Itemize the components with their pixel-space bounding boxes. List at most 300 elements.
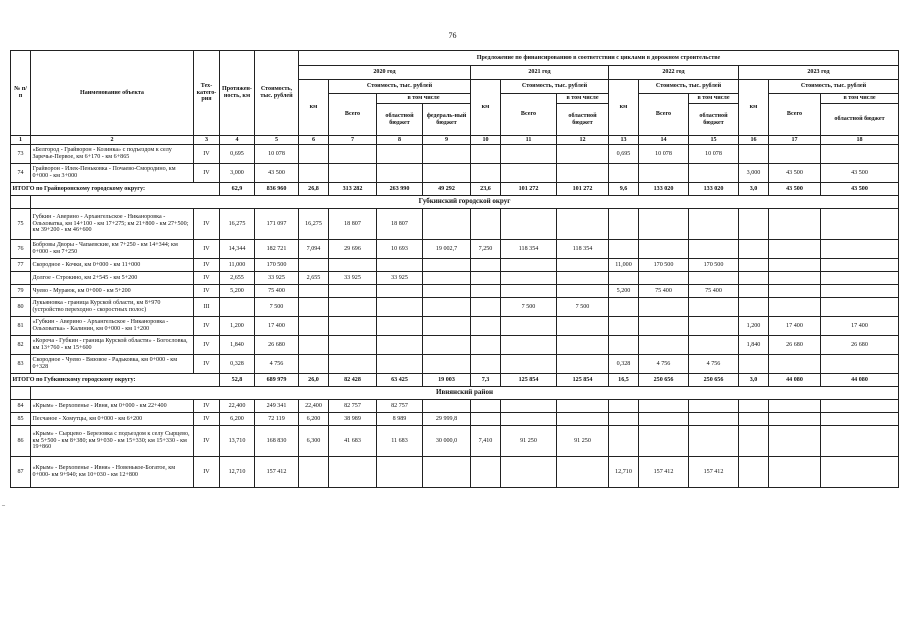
financing-value: [639, 336, 689, 355]
financing-value: [299, 457, 329, 488]
financing-value: [689, 336, 739, 355]
row-number: 85: [11, 413, 31, 426]
financing-value: [377, 355, 423, 374]
financing-value: 157 412: [689, 457, 739, 488]
tech-category: IV: [194, 164, 220, 183]
column-index: 6: [299, 136, 329, 145]
financing-value: [329, 298, 377, 317]
financing-value: [639, 413, 689, 426]
object-name: Скородное - Кочки, км 0+000 - км 11+000: [31, 259, 194, 272]
financing-value: [501, 209, 557, 240]
total-cost: 689 979: [255, 374, 299, 387]
region-spacer: [11, 387, 31, 400]
financing-value: [377, 259, 423, 272]
financing-value: [471, 413, 501, 426]
header-cost-2020: Стоимость, тыс. рублей: [329, 80, 471, 94]
financing-value: [609, 336, 639, 355]
length-km: 5,200: [220, 285, 255, 298]
length-km: 13,710: [220, 426, 255, 457]
financing-value: [423, 164, 471, 183]
table-row: [11, 457, 899, 488]
financing-value: 118 354: [557, 240, 609, 259]
financing-value: 17 400: [769, 317, 821, 336]
column-index: 11: [501, 136, 557, 145]
length-km: 11,000: [220, 259, 255, 272]
financing-value: [821, 457, 899, 488]
table-row: [11, 285, 899, 298]
financing-value: [689, 209, 739, 240]
financing-value: [471, 164, 501, 183]
tech-category: IV: [194, 145, 220, 164]
object-name: «Губкин - Аверино - Архангельское - Никаноровка - Ольховатка» - Калинин, км 0+000 - км 1+200: [31, 317, 194, 336]
financing-value: 12,710: [609, 457, 639, 488]
cost-value: 26 680: [255, 336, 299, 355]
tech-category: IV: [194, 336, 220, 355]
financing-value: 3,000: [739, 164, 769, 183]
financing-value: [689, 298, 739, 317]
financing-value: [821, 413, 899, 426]
financing-value: 43 500: [769, 164, 821, 183]
total-value: 101 272: [557, 183, 609, 196]
header-name: Наименование объекта: [31, 51, 194, 136]
financing-value: [557, 413, 609, 426]
financing-value: 43 500: [821, 164, 899, 183]
financing-value: [299, 145, 329, 164]
financing-value: [377, 285, 423, 298]
cost-value: 72 119: [255, 413, 299, 426]
financing-value: [377, 457, 423, 488]
financing-value: [609, 298, 639, 317]
financing-value: [471, 336, 501, 355]
total-value: 49 292: [423, 183, 471, 196]
table-row: [11, 355, 899, 374]
length-km: 6,200: [220, 413, 255, 426]
financing-value: [639, 209, 689, 240]
financing-value: 6,200: [299, 413, 329, 426]
financing-value: 18 807: [377, 209, 423, 240]
financing-value: 30 000,0: [423, 426, 471, 457]
column-index: 10: [471, 136, 501, 145]
financing-value: [689, 240, 739, 259]
row-number: 79: [11, 285, 31, 298]
financing-value: 1,200: [739, 317, 769, 336]
object-name: «Крым» - Верхопенье - Ивня, км 0+000 - км 22+400: [31, 400, 194, 413]
header-year-2021: 2021 год: [471, 66, 609, 80]
financing-value: [689, 413, 739, 426]
financing-value: [501, 164, 557, 183]
financing-value: [689, 400, 739, 413]
financing-value: 157 412: [639, 457, 689, 488]
financing-value: 38 989: [329, 413, 377, 426]
header-total-2021: Всего: [501, 94, 557, 136]
length-km: 16,275: [220, 209, 255, 240]
table-row: [11, 259, 899, 272]
cost-value: 182 721: [255, 240, 299, 259]
financing-value: [471, 355, 501, 374]
total-value: 19 003: [423, 374, 471, 387]
financing-value: [639, 426, 689, 457]
financing-value: [821, 209, 899, 240]
total-length: 52,8: [220, 374, 255, 387]
cost-value: 4 756: [255, 355, 299, 374]
financing-value: [557, 272, 609, 285]
financing-value: [821, 240, 899, 259]
financing-value: 11 683: [377, 426, 423, 457]
object-name: «Короча - Губкин - граница Курской области» - Богословка, км 13+760 - км 15+600: [31, 336, 194, 355]
financing-value: [609, 413, 639, 426]
total-label: ИТОГО по Губкинскому городскому округу:: [11, 374, 220, 387]
financing-value: 75 400: [639, 285, 689, 298]
financing-value: [329, 317, 377, 336]
header-year-2022: 2022 год: [609, 66, 739, 80]
header-km-2023: км: [739, 80, 769, 136]
total-value: 125 854: [501, 374, 557, 387]
financing-value: 4 756: [689, 355, 739, 374]
tech-category: IV: [194, 209, 220, 240]
tech-category: III: [194, 298, 220, 317]
financing-value: 7 500: [501, 298, 557, 317]
column-index: 16: [739, 136, 769, 145]
financing-value: [557, 145, 609, 164]
financing-value: 29 999,8: [423, 413, 471, 426]
financing-value: 91 250: [501, 426, 557, 457]
column-index: 8: [377, 136, 423, 145]
financing-value: [501, 457, 557, 488]
cost-value: 75 400: [255, 285, 299, 298]
total-value: 125 854: [557, 374, 609, 387]
header-incl-2020: в том числе: [377, 94, 471, 104]
financing-value: 6,300: [299, 426, 329, 457]
row-number: 77: [11, 259, 31, 272]
region-title: Губкинский городской округ: [31, 196, 899, 209]
financing-value: [299, 259, 329, 272]
financing-value: [471, 259, 501, 272]
financing-value: 7,094: [299, 240, 329, 259]
financing-value: [329, 164, 377, 183]
financing-value: [329, 259, 377, 272]
column-index: 13: [609, 136, 639, 145]
object-name: Бобровы Дворы - Чапаевские, км 7+250 - км 14+344; км 0+000 - км 7+250: [31, 240, 194, 259]
financing-table: [10, 50, 899, 488]
total-value: 26,8: [299, 183, 329, 196]
total-value: 23,6: [471, 183, 501, 196]
financing-value: [471, 317, 501, 336]
financing-value: [377, 336, 423, 355]
financing-value: [769, 240, 821, 259]
row-number: 73: [11, 145, 31, 164]
financing-value: [689, 426, 739, 457]
financing-value: [299, 164, 329, 183]
financing-value: [821, 400, 899, 413]
financing-value: 4 756: [639, 355, 689, 374]
object-name: Губкин - Аверино - Архангельское - Никаноровка - Ольховатка, км 14+100 - км 17+275; км 21+800 - км 27+500; км 39+200 - км 46+600: [31, 209, 194, 240]
total-value: 63 425: [377, 374, 423, 387]
financing-value: 26 680: [769, 336, 821, 355]
financing-value: [769, 426, 821, 457]
financing-value: 2,655: [299, 272, 329, 285]
financing-value: [501, 285, 557, 298]
table-row: [11, 145, 899, 164]
tech-category: IV: [194, 457, 220, 488]
financing-value: 0,695: [609, 145, 639, 164]
financing-value: 17 400: [821, 317, 899, 336]
total-label: ИТОГО по Грайворонскому городскому округу:: [11, 183, 220, 196]
financing-value: [609, 317, 639, 336]
margin-mark: –: [2, 503, 5, 509]
cost-value: 43 500: [255, 164, 299, 183]
total-value: 44 080: [821, 374, 899, 387]
financing-value: [821, 298, 899, 317]
tech-category: IV: [194, 413, 220, 426]
financing-value: [739, 209, 769, 240]
financing-value: [609, 426, 639, 457]
financing-value: [377, 164, 423, 183]
financing-value: [609, 272, 639, 285]
cost-value: 17 400: [255, 317, 299, 336]
financing-value: [821, 259, 899, 272]
cost-value: 7 500: [255, 298, 299, 317]
object-name: «Крым» - Верхопенье - Ивня» - Новенькое-Богатое, км 0+000- км 9+940; км 10+030 - км 12+800: [31, 457, 194, 488]
tech-category: IV: [194, 400, 220, 413]
financing-value: [609, 240, 639, 259]
region-title: Ивнянский район: [31, 387, 899, 400]
tech-category: IV: [194, 272, 220, 285]
header-total-2022: Всего: [639, 94, 689, 136]
header-incl-2021: в том числе: [557, 94, 609, 104]
financing-value: 16,275: [299, 209, 329, 240]
row-number: 83: [11, 355, 31, 374]
header-incl-2023: в том числе: [821, 94, 899, 104]
length-km: 2,655: [220, 272, 255, 285]
tech-category: IV: [194, 240, 220, 259]
financing-value: [739, 285, 769, 298]
financing-value: [689, 272, 739, 285]
financing-value: [769, 457, 821, 488]
financing-value: [299, 285, 329, 298]
total-value: 250 656: [689, 374, 739, 387]
financing-value: [471, 145, 501, 164]
length-km: 22,400: [220, 400, 255, 413]
object-name: Грайворон - Илек-Пеньковка - Почаево-Смородино, км 0+000 - км 3+000: [31, 164, 194, 183]
financing-value: [739, 426, 769, 457]
financing-value: [423, 298, 471, 317]
financing-value: [739, 413, 769, 426]
header-km-2020: км: [299, 80, 329, 136]
financing-value: [423, 145, 471, 164]
total-row: [11, 374, 899, 387]
financing-value: 8 989: [377, 413, 423, 426]
object-name: Долгое - Строкино, км 2+545 - км 5+200: [31, 272, 194, 285]
table-row: [11, 317, 899, 336]
financing-value: 5,200: [609, 285, 639, 298]
financing-value: [423, 317, 471, 336]
row-number: 82: [11, 336, 31, 355]
column-index: 9: [423, 136, 471, 145]
header-total-2020: Всего: [329, 94, 377, 136]
column-index: 15: [689, 136, 739, 145]
financing-value: [609, 209, 639, 240]
financing-value: [423, 209, 471, 240]
financing-value: [471, 209, 501, 240]
header-cost-2022: Стоимость, тыс. рублей: [639, 80, 739, 94]
financing-value: [739, 298, 769, 317]
financing-value: [377, 145, 423, 164]
header-cost: Стоимость, тыс. рублей: [255, 51, 299, 136]
total-value: 16,5: [609, 374, 639, 387]
length-km: [220, 298, 255, 317]
column-index: 7: [329, 136, 377, 145]
financing-value: 10 693: [377, 240, 423, 259]
total-value: 44 080: [769, 374, 821, 387]
row-number: 76: [11, 240, 31, 259]
financing-value: 10 078: [639, 145, 689, 164]
financing-value: [471, 400, 501, 413]
table-header: [11, 51, 899, 145]
financing-value: [299, 336, 329, 355]
row-number: [11, 272, 31, 285]
financing-value: [299, 298, 329, 317]
financing-value: [689, 317, 739, 336]
financing-value: [739, 240, 769, 259]
financing-value: [377, 298, 423, 317]
financing-value: [471, 298, 501, 317]
table-body: [11, 145, 899, 488]
header-no: № п/п: [11, 51, 31, 136]
header-cost-2021: Стоимость, тыс. рублей: [501, 80, 609, 94]
total-value: 133 020: [639, 183, 689, 196]
financing-value: 0,328: [609, 355, 639, 374]
financing-value: [501, 272, 557, 285]
column-index: 5: [255, 136, 299, 145]
financing-value: [423, 355, 471, 374]
financing-value: 11,000: [609, 259, 639, 272]
table-row: [11, 164, 899, 183]
tech-category: IV: [194, 285, 220, 298]
financing-value: [769, 209, 821, 240]
tech-category: IV: [194, 259, 220, 272]
cost-value: 171 097: [255, 209, 299, 240]
financing-value: [557, 400, 609, 413]
financing-value: 118 354: [501, 240, 557, 259]
financing-value: [769, 145, 821, 164]
financing-value: [501, 355, 557, 374]
financing-value: [739, 259, 769, 272]
total-value: 313 282: [329, 183, 377, 196]
financing-value: [639, 400, 689, 413]
financing-value: [501, 145, 557, 164]
column-index: 12: [557, 136, 609, 145]
financing-value: [501, 317, 557, 336]
header-federal-2020: федераль-ный бюджет: [423, 104, 471, 136]
header-year-2020: 2020 год: [299, 66, 471, 80]
header-cost-2023: Стоимость, тыс. рублей: [769, 80, 899, 94]
object-name: Лукьяновка - граница Курской области, км 8+970 (устройство переходно - скоростных полос): [31, 298, 194, 317]
row-number: 84: [11, 400, 31, 413]
region-row: [11, 196, 899, 209]
financing-value: [471, 272, 501, 285]
table-row: [11, 209, 899, 240]
financing-value: 91 250: [557, 426, 609, 457]
region-row: [11, 387, 899, 400]
tech-category: IV: [194, 355, 220, 374]
header-km-2022: км: [609, 80, 639, 136]
row-number: 80: [11, 298, 31, 317]
financing-value: 26 680: [821, 336, 899, 355]
header-year-2023: 2023 год: [739, 66, 899, 80]
table-row: [11, 240, 899, 259]
financing-value: [639, 240, 689, 259]
cost-value: 157 412: [255, 457, 299, 488]
financing-value: 7,410: [471, 426, 501, 457]
financing-value: [821, 145, 899, 164]
length-km: 0,328: [220, 355, 255, 374]
financing-value: [557, 285, 609, 298]
total-value: 3,0: [739, 374, 769, 387]
financing-value: [329, 145, 377, 164]
financing-value: [501, 413, 557, 426]
column-index: 17: [769, 136, 821, 145]
total-value: 263 990: [377, 183, 423, 196]
table-row: [11, 298, 899, 317]
financing-value: [821, 426, 899, 457]
financing-value: [557, 336, 609, 355]
financing-value: [423, 285, 471, 298]
financing-value: [471, 285, 501, 298]
tech-category: IV: [194, 426, 220, 457]
financing-value: [329, 355, 377, 374]
region-spacer: [11, 196, 31, 209]
total-value: 26,0: [299, 374, 329, 387]
financing-value: 1,840: [739, 336, 769, 355]
total-value: 101 272: [501, 183, 557, 196]
row-number: 75: [11, 209, 31, 240]
length-km: 3,000: [220, 164, 255, 183]
financing-value: [501, 259, 557, 272]
page-number: 76: [448, 31, 457, 40]
financing-value: [821, 355, 899, 374]
financing-value: [609, 400, 639, 413]
header-incl-2022: в том числе: [689, 94, 739, 104]
financing-value: [769, 272, 821, 285]
object-name: Скородное - Чуево - Вязовое - Радьковка, км 0+000 - км 0+328: [31, 355, 194, 374]
financing-value: 170 500: [689, 259, 739, 272]
total-value: 82 428: [329, 374, 377, 387]
financing-value: [329, 457, 377, 488]
financing-value: [299, 317, 329, 336]
total-value: 7,3: [471, 374, 501, 387]
column-index: 18: [821, 136, 899, 145]
financing-value: [821, 285, 899, 298]
financing-value: [769, 298, 821, 317]
financing-value: [769, 413, 821, 426]
financing-value: [557, 259, 609, 272]
header-length: Протяжен-ность, км: [220, 51, 255, 136]
total-value: 43 500: [821, 183, 899, 196]
header-total-2023: Всего: [769, 94, 821, 136]
financing-value: 41 683: [329, 426, 377, 457]
financing-value: [769, 285, 821, 298]
financing-value: [329, 336, 377, 355]
object-name: «Крым» - Сырцево - Березовка с подъездом к селу Сырцево, км 5+500 - км 8+380; км 9+030 - км 15+330; км 15+330 - км 19+860: [31, 426, 194, 457]
tech-category: IV: [194, 317, 220, 336]
financing-value: [769, 400, 821, 413]
header-category: Тех-катего-рия: [194, 51, 220, 136]
financing-value: [557, 164, 609, 183]
table-row: [11, 426, 899, 457]
financing-value: [501, 400, 557, 413]
financing-value: [423, 457, 471, 488]
length-km: 14,344: [220, 240, 255, 259]
